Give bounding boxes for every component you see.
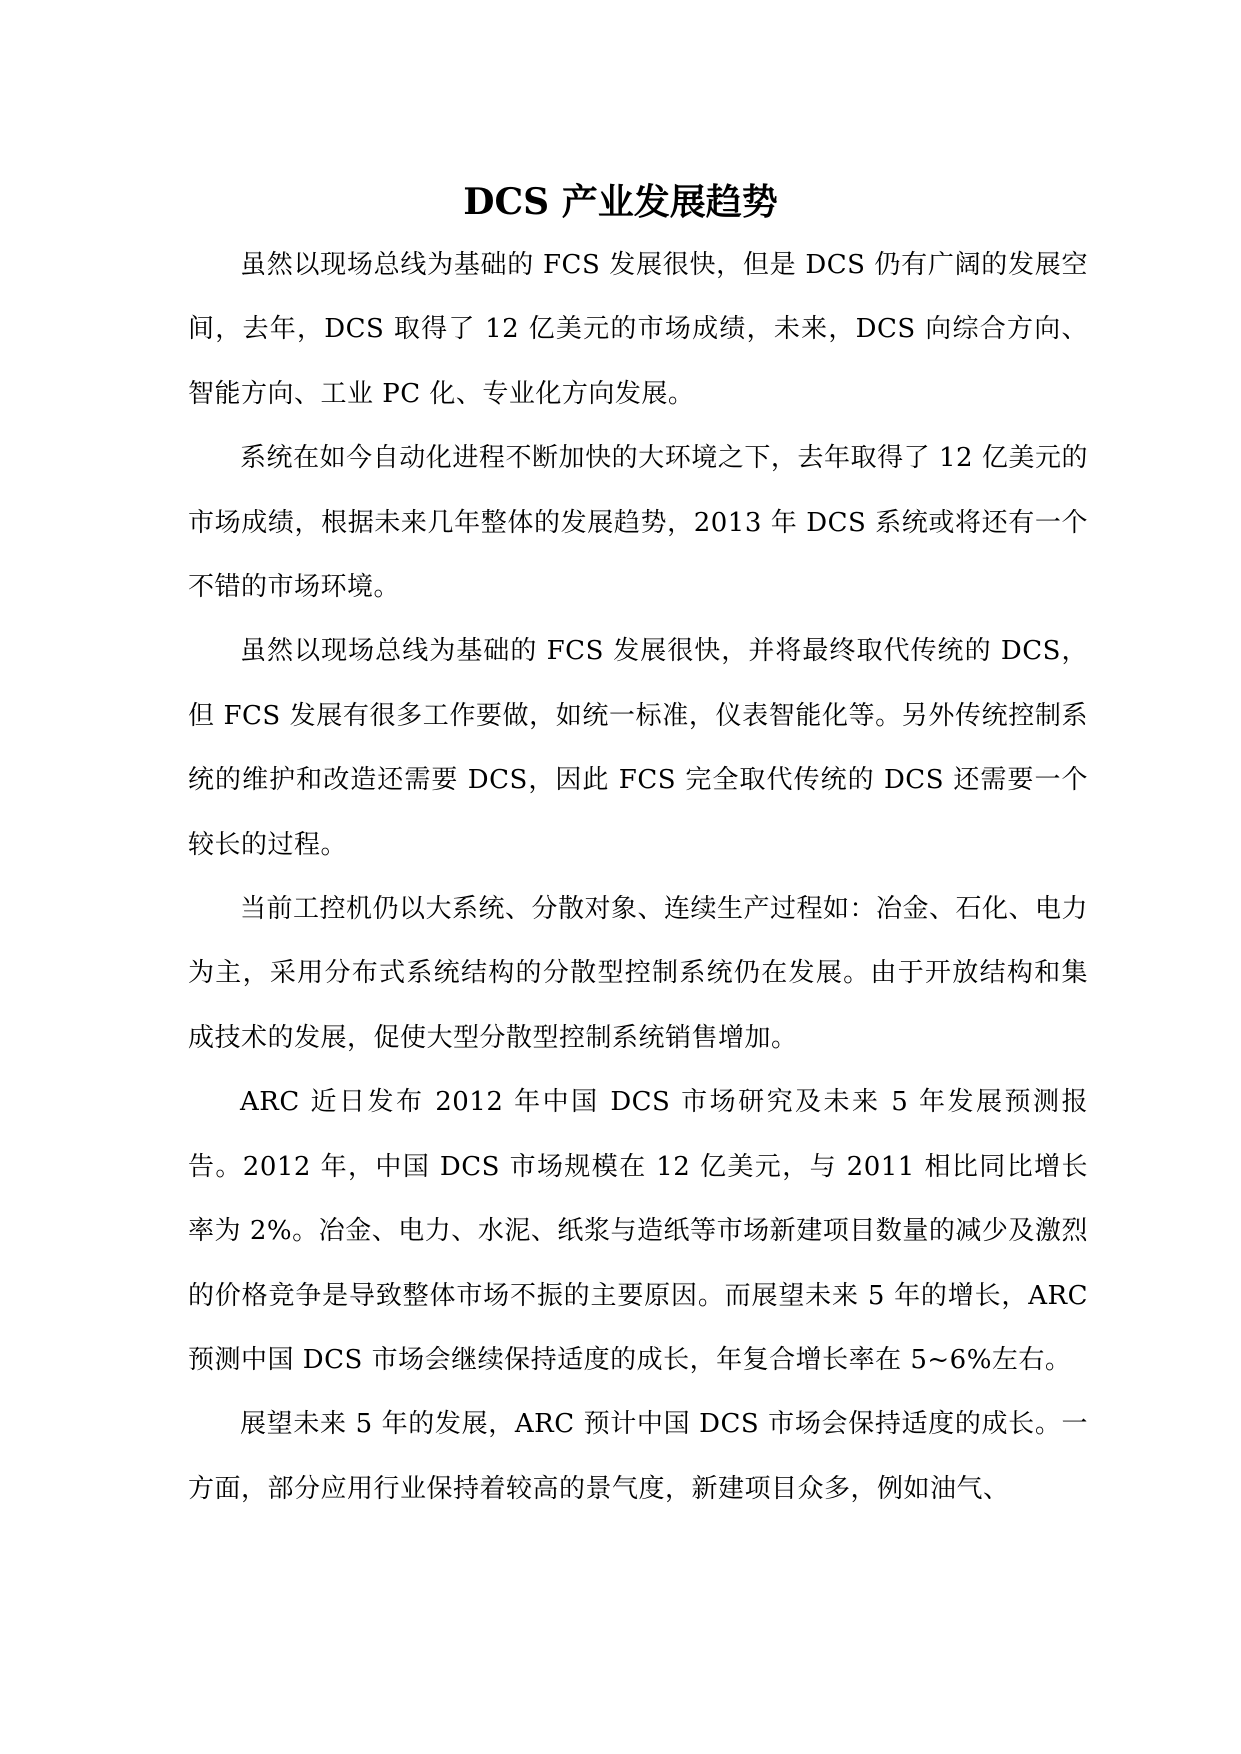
- document-title: DCS 产业发展趋势: [463, 181, 778, 223]
- document-body: [188, 233, 1088, 1521]
- paragraph-3: 虽然以现场总线为基础的 FCS 发展很快，并将最终取代传统的 DCS，但 FCS 发展有很多工作要做，如统一标准，仪表智能化等。另外传统控制系统的维护和改造还需要 DCS，因此 FCS 完全取代传统的 DCS 还需要一个较长的过程。: [188, 636, 1088, 860]
- paragraph-5: ARC 近日发布 2012 年中国 DCS 市场研究及未来 5 年发展预测报告。2012 年，中国 DCS 市场规模在 12 亿美元，与 2011 相比同比增长率为 2%。冶金、电力、水泥、纸浆与造纸等市场新建项目数量的减少及激烈的价格竞争是导致整体市场不振的主要原因。而展望未来 5 年的增长，ARC 预测中国 DCS 市场会继续保持适度的成长，年复合增长率在 5~6%左右。: [188, 1087, 1088, 1375]
- paragraph-2: 系统在如今自动化进程不断加快的大环境之下，去年取得了 12 亿美元的市场成绩，根据未来几年整体的发展趋势，2013 年 DCS 系统或将还有一个不错的市场环境。: [188, 443, 1088, 603]
- paragraph-1: 虽然以现场总线为基础的 FCS 发展很快，但是 DCS 仍有广阔的发展空间，去年，DCS 取得了 12 亿美元的市场成绩，未来，DCS 向综合方向、智能方向、工业 PC 化、专业化方向发展。: [188, 250, 1088, 409]
- paragraph-6: 展望未来 5 年的发展，ARC 预计中国 DCS 市场会保持适度的成长。一方面，部分应用行业保持着较高的景气度，新建项目众多，例如油气、: [188, 1409, 1088, 1504]
- paragraph-4: 当前工控机仍以大系统、分散对象、连续生产过程如：冶金、石化、电力为主，采用分布式系统结构的分散型控制系统仍在发展。由于开放结构和集成技术的发展，促使大型分散型控制系统销售增加。: [188, 894, 1089, 1053]
